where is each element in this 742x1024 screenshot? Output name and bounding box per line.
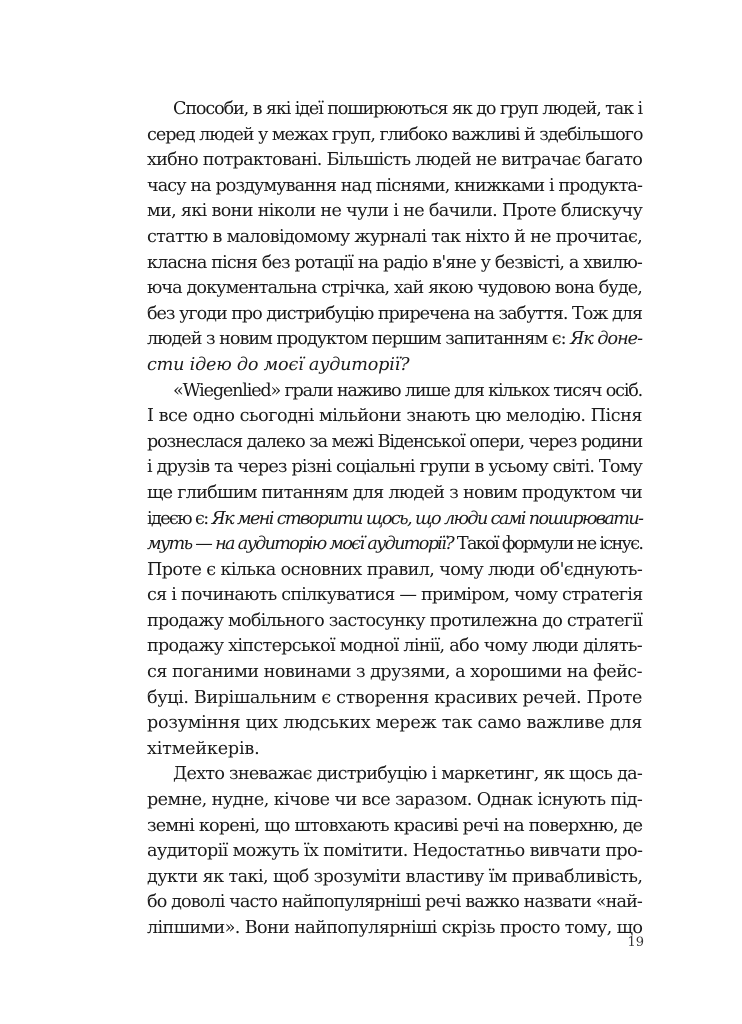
text-line: ідеєю є: Як мені створити щось, що люди самі поширювати- <box>147 508 643 529</box>
text-line: буці. Вирішальним є створення красивих речей. Проте <box>147 687 642 708</box>
text-line: земні корені, що штовхають красиві речі на поверхню, де <box>147 815 643 836</box>
text-line: і друзів та через різні соціальні групи в усьому світі. Тому <box>147 457 642 478</box>
body-text <box>147 97 642 942</box>
italic-question: сти ідею до моєї аудиторії? <box>147 354 410 375</box>
text-line: ся і починають спілкуватися — приміром, чому стратегія <box>147 585 643 606</box>
text-line: продажу мобільного застосунку протилежна до стратегії <box>147 610 643 631</box>
text-line: І все одно сьогодні мільйони знають цю мелодію. Пісня <box>147 406 642 427</box>
text-line: без угоди про дистрибуцію приречена на забуття. Тож для <box>147 303 642 324</box>
text-line: розуміння цих людських мереж так само важливе для <box>147 713 643 734</box>
text-line: муть — на аудиторію моєї аудиторії? Такої формули не існує. <box>147 534 643 555</box>
text-line: юча документальна стрічка, хай якою чудовою вона буде, <box>147 278 642 299</box>
text-line: рознеслася далеко за межі Віденської опери, через родини <box>147 431 643 452</box>
text-line <box>147 353 642 379</box>
text-line: продажу хіпстерської модної лінії, або чому люди ділять- <box>147 636 642 657</box>
paragraph-2 <box>147 379 642 763</box>
page-number: 19 <box>627 935 644 950</box>
text-line: хітмейкерів. <box>147 738 260 759</box>
text-line: людей з новим продуктом першим запитанням є: Як доне- <box>147 329 643 350</box>
text-line: аудиторії можуть їх помітити. Недостатньо вивчати про- <box>147 841 643 862</box>
italic-question: Як доне- <box>570 329 643 350</box>
text-line: ліпшими». Вони найпопулярніші скрізь просто тому, що <box>147 918 643 938</box>
text-line: ся поганими новинами з друзями, а хорошими на фейс- <box>147 662 642 683</box>
paragraph-3 <box>147 762 642 941</box>
text-line: ми, які вони ніколи не чули і не бачили. Проте блискучу <box>147 201 643 222</box>
text-line: «Wiegenlied» грали наживо лише для кількох тисяч осіб. <box>173 380 643 401</box>
paragraph-1 <box>147 97 642 379</box>
text-line: хибно потрактовані. Більшість людей не витрачає багато <box>147 150 643 171</box>
italic-question: муть — на аудиторію моєї аудиторії? <box>147 534 453 555</box>
text-line: ремне, нудне, кічове чи все заразом. Однак існують під- <box>147 790 643 811</box>
text-line: класна пісня без ротації на радіо в'яне у безвісті, а хвилю- <box>147 252 642 273</box>
text-line: серед людей у межах груп, глибоко важливі й здебільшого <box>147 124 643 145</box>
text-line: дукти як такі, щоб зрозуміти властиву їм привабливість, <box>147 866 643 887</box>
italic-question: Як мені створити щось, що люди самі поширювати- <box>211 508 643 529</box>
text-line: Дехто зневажає дистрибуцію і маркетинг, як щось да- <box>173 764 643 785</box>
text-line: бо доволі часто найпопулярніші речі важко назвати «най- <box>147 892 642 913</box>
text-line: ще глибшим питанням для людей з новим продуктом чи <box>147 482 642 503</box>
text-line: Проте є кілька основних правил, чому люди об'єднують- <box>147 559 643 580</box>
text-line: Способи, в які ідеї поширюються як до груп людей, так і <box>173 99 642 119</box>
text-line: статтю в маловідомому журналі так ніхто й не прочитає, <box>147 226 643 247</box>
text-line: часу на роздумування над піснями, книжками і продукта- <box>147 175 642 196</box>
